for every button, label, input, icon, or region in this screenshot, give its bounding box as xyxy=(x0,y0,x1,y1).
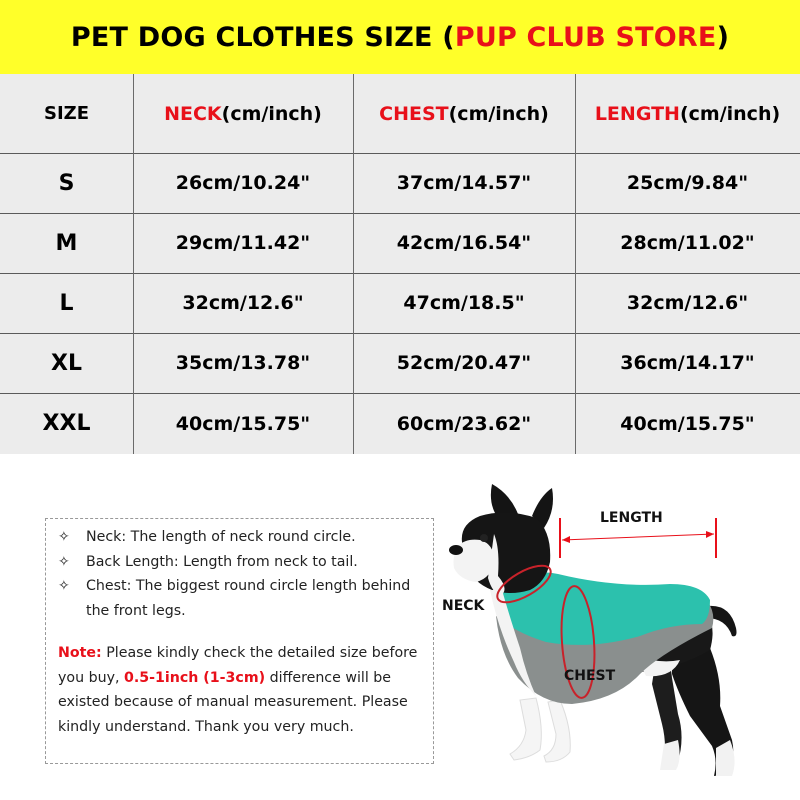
note-tolerance: 0.5-1inch (1-3cm) xyxy=(124,669,266,686)
row-divider xyxy=(0,273,800,274)
column-divider xyxy=(353,74,354,454)
list-item xyxy=(58,574,423,623)
column-header-unit: (cm/inch) xyxy=(679,102,781,125)
column-header-unit: (cm/inch) xyxy=(448,102,549,125)
store-name: PUP CLUB STORE xyxy=(454,21,717,53)
size-cell: XL xyxy=(51,350,82,376)
length-cell: 25cm/9.84" xyxy=(626,172,749,194)
column-header-highlight: NECK xyxy=(164,102,222,125)
column-header-unit: (cm/inch) xyxy=(221,102,322,125)
note-text-2: difference will be existed because of manual measurement. Please kindly understand. Thank you very much. xyxy=(58,669,408,735)
chest-cell: 52cm/20.47" xyxy=(396,352,532,374)
length-label: LENGTH xyxy=(600,510,663,526)
table-row xyxy=(0,273,800,333)
column-divider xyxy=(133,74,134,454)
measurement-notes xyxy=(45,518,434,764)
chest-label: CHEST xyxy=(564,668,616,684)
length-cell: 32cm/12.6" xyxy=(626,292,749,314)
title-suffix: ) xyxy=(716,21,730,53)
row-divider xyxy=(0,213,800,214)
row-divider xyxy=(0,393,800,394)
length-cell: 36cm/14.17" xyxy=(620,352,755,374)
column-divider xyxy=(575,74,576,454)
column-header-neck xyxy=(133,74,353,153)
neck-cell: 35cm/13.78" xyxy=(175,352,311,374)
neck-cell: 40cm/15.75" xyxy=(175,412,311,435)
chest-cell: 47cm/18.5" xyxy=(403,292,525,314)
note-bullet-text: Chest: The biggest round circle length behind the front legs. xyxy=(86,578,411,619)
four-point-star-icon: ✧ xyxy=(58,553,70,570)
neck-cell: 29cm/11.42" xyxy=(175,232,311,254)
size-cell: L xyxy=(59,290,74,316)
table-header-row xyxy=(0,74,800,153)
column-header-label: SIZE xyxy=(43,103,89,124)
note-text-1: Please kindly check the detailed size before you buy, xyxy=(58,645,418,686)
size-cell: S xyxy=(58,170,75,196)
size-cell: XXL xyxy=(42,411,91,436)
neck-label: NECK xyxy=(442,598,485,614)
table-row xyxy=(0,333,800,393)
size-cell: M xyxy=(55,230,78,256)
row-divider xyxy=(0,333,800,334)
note-bullet-text: Neck: The length of neck round circle. xyxy=(86,529,356,545)
column-header-highlight: LENGTH xyxy=(594,102,680,125)
list-item xyxy=(58,525,423,550)
page-title xyxy=(0,0,800,74)
disclaimer-paragraph xyxy=(58,641,423,739)
column-header-length xyxy=(575,74,800,153)
column-header-chest xyxy=(353,74,575,153)
table-row xyxy=(0,153,800,213)
neck-cell: 26cm/10.24" xyxy=(175,172,311,194)
neck-cell: 32cm/12.6" xyxy=(182,292,304,314)
title-prefix: PET DOG CLOTHES SIZE ( xyxy=(70,21,455,53)
length-cell: 40cm/15.75" xyxy=(620,412,755,435)
chest-cell: 60cm/23.62" xyxy=(396,412,532,435)
dog-measurement-diagram xyxy=(440,478,770,788)
chest-cell: 42cm/16.54" xyxy=(396,232,532,254)
note-label: Note: xyxy=(58,645,102,661)
row-divider xyxy=(0,153,800,154)
list-item xyxy=(58,550,423,575)
note-bullet-text: Back Length: Length from neck to tail. xyxy=(86,553,358,570)
column-header-highlight: CHEST xyxy=(379,102,449,125)
length-cell: 28cm/11.02" xyxy=(620,232,755,254)
table-row xyxy=(0,393,800,454)
four-point-star-icon: ✧ xyxy=(58,529,70,545)
chest-cell: 37cm/14.57" xyxy=(396,172,532,194)
four-point-star-icon: ✧ xyxy=(58,578,70,594)
table-row xyxy=(0,213,800,273)
column-header-size xyxy=(0,74,133,153)
size-table xyxy=(0,74,800,454)
